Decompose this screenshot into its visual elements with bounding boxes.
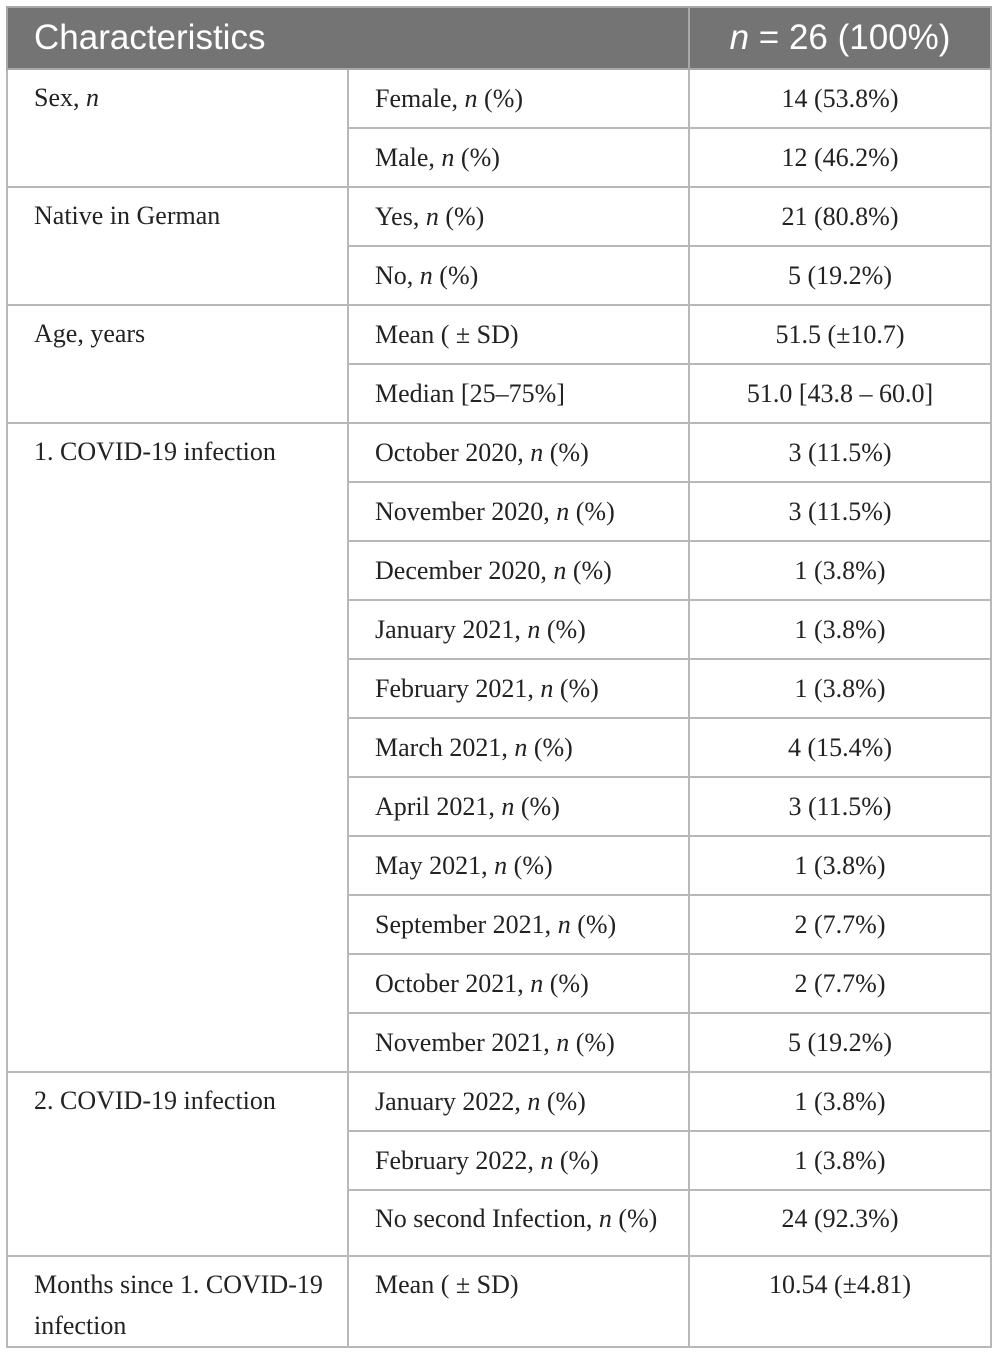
row-value: 1 (3.8%)	[689, 600, 991, 659]
sub-suffix: (%)	[514, 792, 560, 821]
cat-text: Months since 1. COVID-19 infection	[34, 1270, 323, 1340]
sub-suffix: (%)	[540, 1087, 586, 1116]
header-n-rest: = 26 (100%)	[749, 18, 951, 57]
row-subcategory	[348, 1190, 689, 1256]
sub-wrap	[375, 1198, 688, 1239]
sub-italic-n: n	[598, 1204, 612, 1233]
row-value: 1 (3.8%)	[689, 659, 991, 718]
sub-text: October 2020,	[375, 438, 531, 467]
row-subcategory: Median [25–75%]	[348, 364, 689, 423]
row-category-months-since	[7, 1256, 348, 1347]
sub-text: February 2021,	[375, 674, 541, 703]
sub-italic-n: n	[527, 615, 541, 644]
row-value: 51.0 [43.8 – 60.0]	[689, 364, 991, 423]
sub-italic-n: n	[530, 969, 544, 998]
sub-text: November 2020,	[375, 497, 557, 526]
sub-suffix: (%)	[553, 1146, 599, 1175]
characteristics-table	[6, 6, 992, 1348]
row-subcategory	[348, 1131, 689, 1190]
row-subcategory: Mean ( ± SD)	[348, 305, 689, 364]
sub-text: No second Infection,	[375, 1204, 599, 1233]
row-subcategory	[348, 128, 689, 187]
sub-italic-n: n	[501, 792, 515, 821]
sub-text: Female,	[375, 84, 465, 113]
row-value: 3 (11.5%)	[689, 777, 991, 836]
row-subcategory: Mean ( ± SD)	[348, 1256, 689, 1347]
sub-italic-n: n	[556, 1028, 570, 1057]
row-subcategory	[348, 541, 689, 600]
row-subcategory	[348, 954, 689, 1013]
row-value: 1 (3.8%)	[689, 1072, 991, 1131]
row-category-native: Native in German	[7, 187, 348, 305]
row-value: 4 (15.4%)	[689, 718, 991, 777]
sub-text: September 2021,	[375, 910, 558, 939]
row-subcategory	[348, 659, 689, 718]
sub-text: November 2021,	[375, 1028, 557, 1057]
row-category-first-infection: 1. COVID-19 infection	[7, 423, 348, 1072]
cat-italic-n: n	[86, 83, 99, 112]
table-row	[7, 1256, 991, 1347]
header-characteristics: Characteristics	[7, 7, 689, 69]
row-value: 5 (19.2%)	[689, 1013, 991, 1072]
sub-suffix: (%)	[569, 497, 615, 526]
row-subcategory	[348, 423, 689, 482]
sub-suffix: (%)	[543, 969, 589, 998]
sub-italic-n: n	[494, 851, 508, 880]
sub-italic-n: n	[557, 910, 571, 939]
sub-suffix: (%)	[570, 910, 617, 939]
row-value: 3 (11.5%)	[689, 482, 991, 541]
table-header-row	[7, 7, 991, 69]
sub-text: January 2022,	[375, 1087, 528, 1116]
sub-suffix: (%)	[527, 733, 573, 762]
sub-text: April 2021,	[375, 792, 502, 821]
sub-italic-n: n	[540, 1146, 554, 1175]
row-value: 5 (19.2%)	[689, 246, 991, 305]
row-value: 3 (11.5%)	[689, 423, 991, 482]
row-subcategory	[348, 895, 689, 954]
sub-suffix: (%)	[454, 143, 500, 172]
row-category-sex	[7, 69, 348, 187]
sub-suffix: (%)	[438, 202, 485, 231]
sub-italic-n: n	[553, 556, 567, 585]
header-total	[689, 7, 991, 69]
sub-suffix: (%)	[540, 615, 586, 644]
row-value: 2 (7.7%)	[689, 954, 991, 1013]
sub-text: December 2020,	[375, 556, 554, 585]
row-value: 51.5 (±10.7)	[689, 305, 991, 364]
sub-italic-n: n	[514, 733, 528, 762]
row-value: 10.54 (±4.81)	[689, 1256, 991, 1347]
sub-italic-n: n	[556, 497, 570, 526]
sub-text: February 2022,	[375, 1146, 541, 1175]
row-subcategory	[348, 600, 689, 659]
row-subcategory	[348, 69, 689, 128]
sub-italic-n: n	[441, 143, 455, 172]
table-row	[7, 305, 991, 364]
sub-suffix: (%)	[543, 438, 589, 467]
sub-italic-n: n	[464, 84, 478, 113]
row-subcategory	[348, 836, 689, 895]
row-subcategory	[348, 482, 689, 541]
header-n-italic: n	[729, 18, 750, 57]
sub-text: May 2021,	[375, 851, 495, 880]
row-value: 1 (3.8%)	[689, 541, 991, 600]
row-category-second-infection: 2. COVID-19 infection	[7, 1072, 348, 1256]
row-value: 1 (3.8%)	[689, 836, 991, 895]
row-value: 21 (80.8%)	[689, 187, 991, 246]
table-row	[7, 423, 991, 482]
sub-suffix: (%)	[566, 556, 612, 585]
sub-text: Male,	[375, 143, 442, 172]
row-value: 1 (3.8%)	[689, 1131, 991, 1190]
sub-italic-n: n	[419, 261, 433, 290]
sub-suffix: (%)	[553, 674, 599, 703]
row-subcategory	[348, 1072, 689, 1131]
sub-suffix: (%)	[569, 1028, 615, 1057]
sub-text: October 2021,	[375, 969, 531, 998]
sub-suffix: (%)	[477, 84, 524, 113]
row-subcategory	[348, 187, 689, 246]
cat-text: Sex,	[34, 83, 86, 112]
sub-suffix: (%)	[611, 1204, 658, 1233]
sub-italic-n: n	[530, 438, 544, 467]
sub-suffix: (%)	[432, 261, 479, 290]
sub-text: No,	[375, 261, 420, 290]
sub-italic-n: n	[425, 202, 439, 231]
row-value: 14 (53.8%)	[689, 69, 991, 128]
sub-italic-n: n	[527, 1087, 541, 1116]
sub-text: January 2021,	[375, 615, 528, 644]
row-value: 2 (7.7%)	[689, 895, 991, 954]
table-row	[7, 69, 991, 128]
row-subcategory	[348, 718, 689, 777]
row-subcategory	[348, 777, 689, 836]
sub-text: March 2021,	[375, 733, 515, 762]
table-row	[7, 187, 991, 246]
row-subcategory	[348, 1013, 689, 1072]
row-subcategory	[348, 246, 689, 305]
row-category-age: Age, years	[7, 305, 348, 423]
sub-suffix: (%)	[507, 851, 553, 880]
sub-italic-n: n	[540, 674, 554, 703]
row-value: 24 (92.3%)	[689, 1190, 991, 1256]
sub-text: Yes,	[375, 202, 426, 231]
row-value: 12 (46.2%)	[689, 128, 991, 187]
table-row	[7, 1072, 991, 1131]
